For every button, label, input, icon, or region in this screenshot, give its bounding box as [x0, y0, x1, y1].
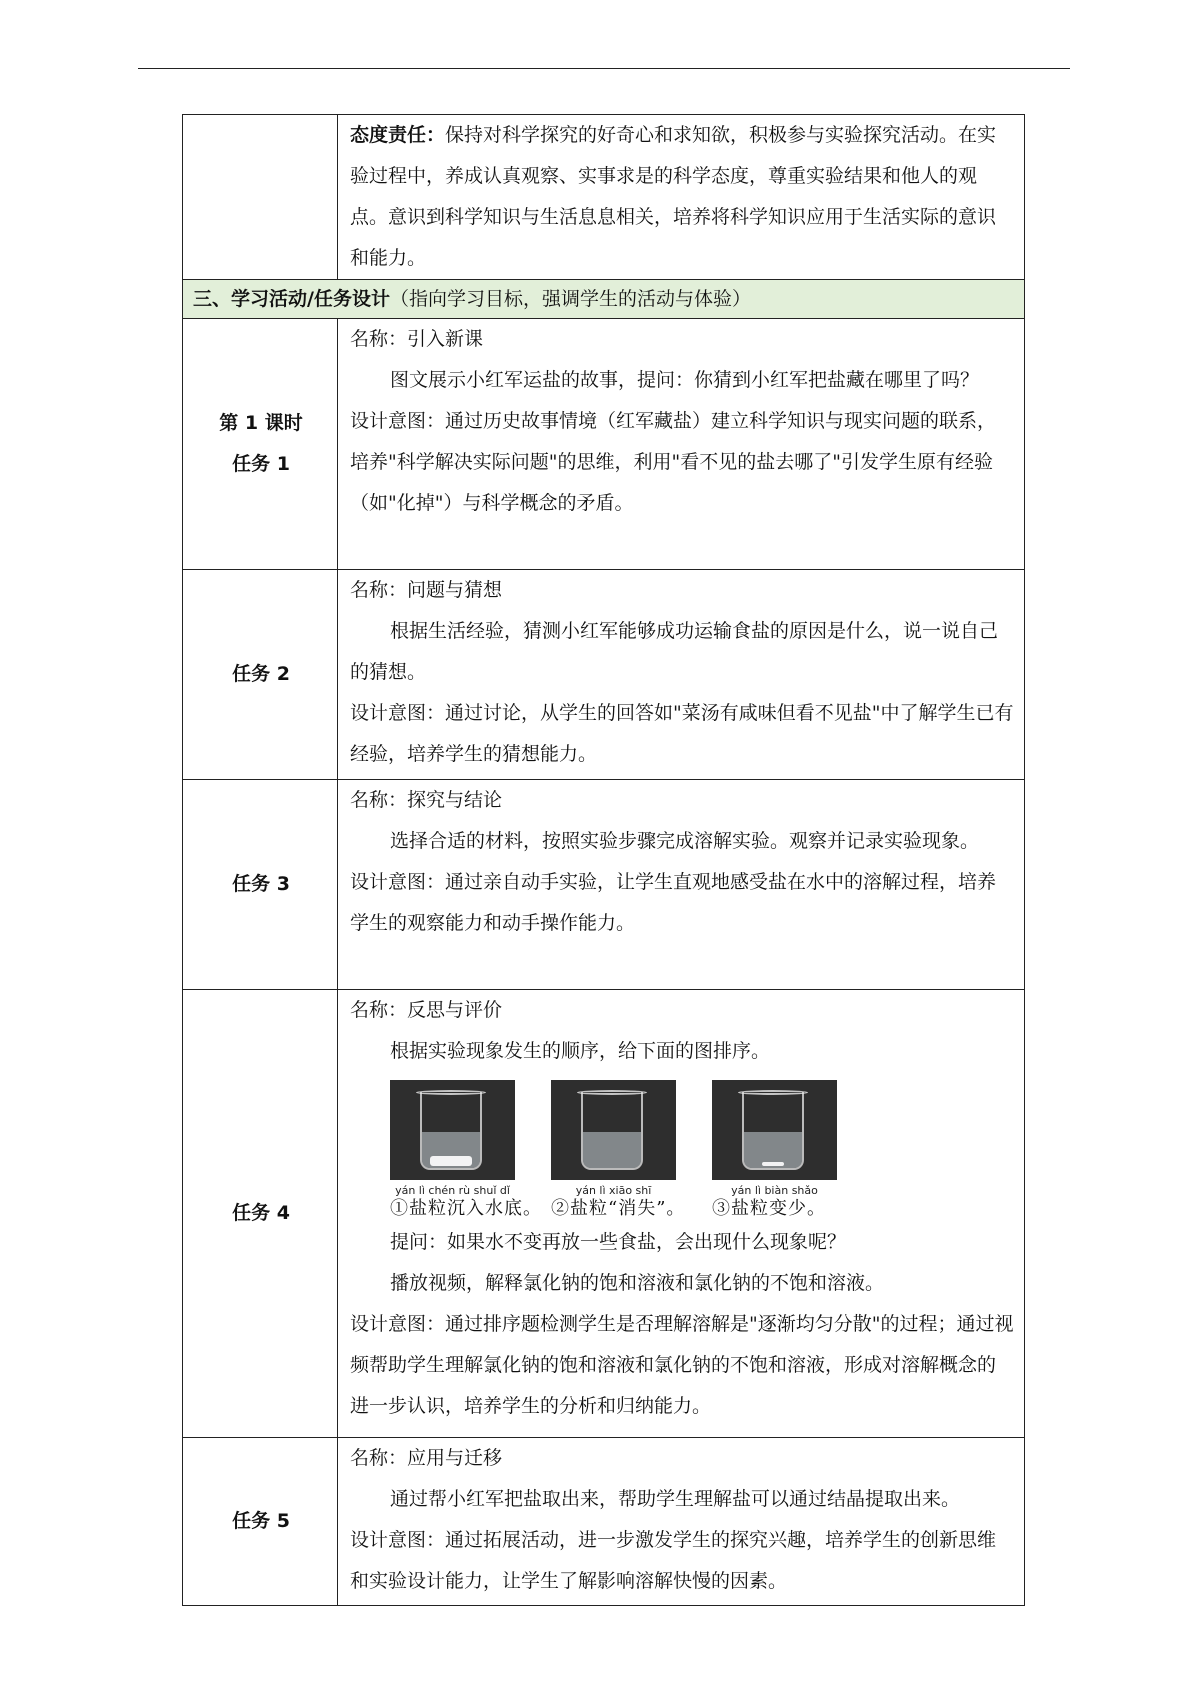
task-number-label: 任务 1: [232, 453, 290, 475]
attitude-text: 保持对科学探究的好奇心和求知欲，积极参与实验探究活动。在实验过程中，养成认真观察、实事求是的科学态度，尊重实验结果和他人的观点。意识到科学知识与生活息息相关，培养将科学知识应用于生活实际的意识和能力。: [350, 124, 997, 269]
section-title: 三、学习活动/任务设计: [193, 288, 390, 310]
task-row-1: [183, 319, 1025, 570]
task-question: 提问：如果水不变再放一些食盐，会出现什么现象呢？: [390, 1231, 847, 1253]
task-row-2: [183, 570, 1025, 780]
task-video: 播放视频，解释氯化钠的饱和溶液和氯化钠的不饱和溶液。: [390, 1272, 885, 1294]
attitude-row: [183, 115, 1025, 280]
task-body: 图文展示小红军运盐的故事，提问：你猜到小红军把盐藏在哪里了吗？: [390, 369, 980, 391]
pinyin: yán lì biàn shǎo: [731, 1184, 818, 1197]
task-intent: 设计意图：通过历史故事情境（红军藏盐）建立科学知识与现实问题的联系，培养"科学解决实际问题"的思维，利用"看不见的盐去哪了"引发学生原有经验（如"化掉"）与科学概念的矛盾。: [350, 410, 997, 514]
task-name: 名称：反思与评价: [350, 999, 503, 1021]
section-cell: [183, 280, 1025, 319]
beaker-photo-1: [390, 1080, 542, 1220]
task-number-label: 任务 4: [232, 1202, 290, 1224]
task-content-3: [338, 780, 1025, 990]
beaker-image: [712, 1080, 837, 1180]
task-content-5: [338, 1438, 1025, 1606]
task-number-label: 任务 3: [232, 873, 290, 895]
pinyin: yán lì chén rù shuǐ dǐ: [395, 1184, 510, 1197]
task-label-4: [183, 990, 338, 1438]
photo-caption: ③盐粒变少。: [712, 1198, 826, 1219]
beaker-photo-2: [551, 1080, 686, 1220]
task-intent: 设计意图：通过排序题检测学生是否理解溶解是"逐渐均匀分散"的过程；通过视频帮助学生理解氯化钠的饱和溶液和氯化钠的不饱和溶液，形成对溶解概念的进一步认识，培养学生的分析和归纳能力。: [350, 1313, 1014, 1417]
beaker-image: [390, 1080, 515, 1180]
task-name: 名称：引入新课: [350, 328, 484, 350]
beaker-photo-3: [712, 1080, 837, 1220]
task-name: 名称：探究与结论: [350, 789, 503, 811]
pinyin: yán lì xiāo shī: [575, 1184, 652, 1197]
task-number-label: 任务 5: [232, 1510, 290, 1532]
task-name: 名称：问题与猜想: [350, 579, 503, 601]
lesson-period-label: 第 1 课时: [219, 412, 303, 434]
photo-caption: ①盐粒沉入水底。: [390, 1198, 542, 1219]
task-number-label: 任务 2: [232, 663, 290, 685]
task-content-4: [338, 990, 1025, 1438]
task-body: 选择合适的材料，按照实验步骤完成溶解实验。观察并记录实验现象。: [390, 830, 980, 852]
task-label-1: [183, 319, 338, 570]
task-body: 根据实验现象发生的顺序，给下面的图排序。: [390, 1040, 771, 1062]
attitude-label: 态度责任：: [350, 124, 446, 146]
task-body: 通过帮小红军把盐取出来，帮助学生理解盐可以通过结晶提取出来。: [390, 1488, 961, 1510]
task-intent: 设计意图：通过讨论，从学生的回答如"菜汤有咸味但看不见盐"中了解学生已有经验，培养学生的猜想能力。: [350, 702, 1014, 765]
task-body: 根据生活经验，猜测小红军能够成功运输食盐的原因是什么，说一说自己的猜想。: [350, 620, 999, 683]
header-rule: [138, 68, 1070, 69]
task-name: 名称：应用与迁移: [350, 1447, 503, 1469]
task-label-2: [183, 570, 338, 780]
task-intent: 设计意图：通过亲自动手实验，让学生直观地感受盐在水中的溶解过程，培养学生的观察能力和动手操作能力。: [350, 871, 997, 934]
attitude-cell: [338, 115, 1025, 280]
lesson-plan-table: [182, 114, 1025, 1606]
task-content-1: [338, 319, 1025, 570]
task-label-3: [183, 780, 338, 990]
task-row-5: [183, 1438, 1025, 1606]
task-row-3: [183, 780, 1025, 990]
beaker-photos: [390, 1080, 1014, 1220]
beaker-image: [551, 1080, 676, 1180]
section-row: [183, 280, 1025, 319]
empty-cell: [183, 115, 338, 280]
section-note: （指向学习目标，强调学生的活动与体验）: [389, 288, 751, 310]
task-intent: 设计意图：通过拓展活动，进一步激发学生的探究兴趣，培养学生的创新思维和实验设计能力，让学生了解影响溶解快慢的因素。: [350, 1529, 997, 1592]
task-label-5: [183, 1438, 338, 1606]
photo-caption: ②盐粒“消失”。: [551, 1198, 686, 1219]
task-content-2: [338, 570, 1025, 780]
task-row-4: [183, 990, 1025, 1438]
